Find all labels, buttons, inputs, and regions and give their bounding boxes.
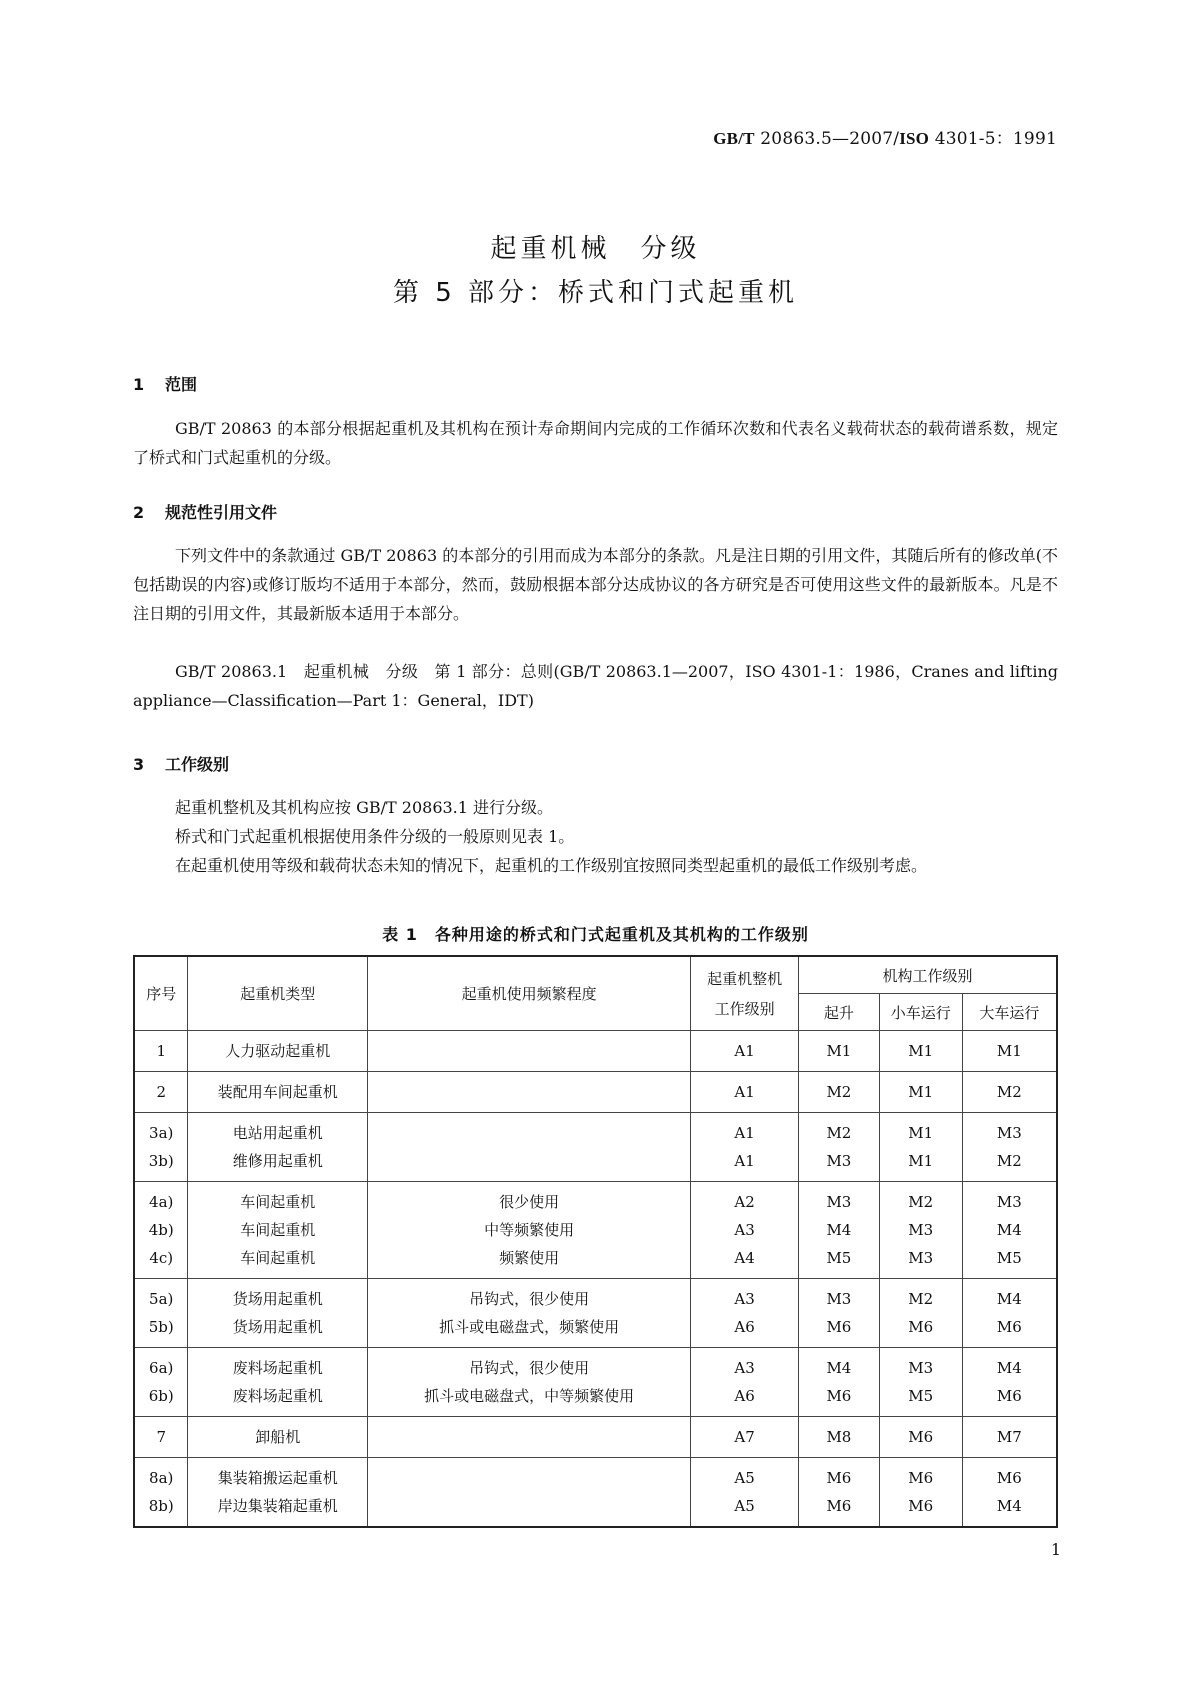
cell-line: M6 <box>908 1469 934 1487</box>
cell-line: M8 <box>826 1428 852 1446</box>
classification-paragraph-3: 在起重机使用等级和载荷状态未知的情况下，起重机的工作级别宜按照同类型起重机的最低工作级别考虑。 <box>175 856 928 875</box>
header-type: 起重机类型 <box>188 956 368 1031</box>
cell-line: M4 <box>996 1290 1022 1308</box>
cell-line: 频繁使用 <box>499 1249 560 1267</box>
cell-line: M1 <box>908 1152 934 1170</box>
cell-line: 中等频繁使用 <box>484 1221 575 1239</box>
cell-freq <box>367 1417 690 1458</box>
header-crane-class <box>691 956 799 1031</box>
cell-line: 废料场起重机 <box>232 1387 323 1405</box>
cell-line: M6 <box>908 1428 934 1446</box>
cell-line: A1 <box>734 1124 755 1142</box>
header-bridge: 大车运行 <box>962 994 1057 1031</box>
cell-line: 5b) <box>148 1318 174 1336</box>
cell-line: M4 <box>826 1221 852 1239</box>
cell-line: 7 <box>156 1428 166 1446</box>
cell-line: A3 <box>734 1290 755 1308</box>
cell-bridge <box>962 1182 1057 1279</box>
cell-line: A5 <box>734 1469 755 1487</box>
document-subtitle: 第 5 部分：桥式和门式起重机 <box>392 278 799 308</box>
scope-paragraph: GB/T 20863 的本部分根据起重机及其机构在预计寿命期间内完成的工作循环次数和代表名义载荷状态的载荷谱系数，规定了桥式和门式起重机的分级。 <box>133 419 1058 467</box>
cell-line: M2 <box>996 1152 1022 1170</box>
cell-crane <box>691 1417 799 1458</box>
cell-line: 6b) <box>148 1387 174 1405</box>
cell-line: 4b) <box>148 1221 174 1239</box>
cell-seq <box>134 1182 188 1279</box>
cell-line: M2 <box>826 1083 852 1101</box>
cell-line <box>368 1424 690 1450</box>
cell-line <box>368 1079 690 1105</box>
cell-line <box>368 1466 690 1492</box>
cell-line: A5 <box>734 1497 755 1515</box>
cell-freq <box>367 1031 690 1072</box>
cell-type <box>188 1182 368 1279</box>
cell-line: M6 <box>908 1318 934 1336</box>
table-row <box>134 1113 1057 1182</box>
section-heading-2 <box>133 500 277 523</box>
classification-table <box>133 955 1058 1528</box>
cell-line: 2 <box>156 1083 166 1101</box>
cell-trolley <box>879 1458 962 1528</box>
cell-hoist <box>798 1458 879 1528</box>
cell-crane <box>691 1113 799 1182</box>
cell-bridge <box>962 1458 1057 1528</box>
cell-line: M4 <box>996 1359 1022 1377</box>
cell-line: 很少使用 <box>499 1193 560 1211</box>
cell-line: 岸边集装箱起重机 <box>217 1497 338 1515</box>
table-row <box>134 1417 1057 1458</box>
cell-line: M6 <box>996 1387 1022 1405</box>
cell-seq <box>134 1279 188 1348</box>
cell-line: 4c) <box>149 1249 174 1267</box>
section-title: 工作级别 <box>165 755 230 774</box>
cell-type <box>188 1072 368 1113</box>
cell-bridge <box>962 1072 1057 1113</box>
classification-paragraph-2: 桥式和门式起重机根据使用条件分级的一般原则见表 1。 <box>175 827 575 846</box>
header-frequency: 起重机使用频繁程度 <box>367 956 690 1031</box>
cell-line: 电站用起重机 <box>232 1124 323 1142</box>
cell-type <box>188 1458 368 1528</box>
cell-crane <box>691 1182 799 1279</box>
cell-line: M3 <box>908 1221 934 1239</box>
cell-freq <box>367 1279 690 1348</box>
cell-bridge <box>962 1113 1057 1182</box>
std-number: 20863.5—2007/ <box>754 129 900 149</box>
cell-line: 货场用起重机 <box>232 1290 323 1308</box>
iso-number: 4301-5：1991 <box>929 129 1057 149</box>
cell-line: M1 <box>908 1124 934 1142</box>
cell-type <box>188 1113 368 1182</box>
header-crane-class-line1: 起重机整机 <box>707 969 783 988</box>
cell-line: 人力驱动起重机 <box>225 1042 331 1060</box>
cell-line: M6 <box>826 1387 852 1405</box>
cell-line: 维修用起重机 <box>232 1152 323 1170</box>
cell-line: M3 <box>996 1193 1022 1211</box>
cell-line: M5 <box>908 1387 934 1405</box>
cell-line: 卸船机 <box>255 1428 301 1446</box>
cell-line: M3 <box>908 1359 934 1377</box>
cell-line: 装配用车间起重机 <box>217 1083 338 1101</box>
cell-line: M6 <box>826 1469 852 1487</box>
cell-line: A6 <box>734 1318 755 1336</box>
cell-line: 1 <box>156 1042 166 1060</box>
table-row <box>134 1031 1057 1072</box>
section-heading-3 <box>133 752 229 775</box>
cell-seq <box>134 1113 188 1182</box>
cell-hoist <box>798 1072 879 1113</box>
cell-type <box>188 1417 368 1458</box>
cell-trolley <box>879 1417 962 1458</box>
cell-line: A1 <box>734 1083 755 1101</box>
cell-line: 吊钩式，很少使用 <box>469 1359 590 1377</box>
cell-type <box>188 1348 368 1417</box>
cell-crane <box>691 1279 799 1348</box>
cell-line: M6 <box>908 1497 934 1515</box>
cell-line: 集装箱搬运起重机 <box>217 1469 338 1487</box>
cell-line: M1 <box>908 1083 934 1101</box>
cell-seq <box>134 1417 188 1458</box>
cell-line <box>368 1121 690 1147</box>
document-title: 起重机械 分级 <box>490 234 701 264</box>
cell-crane <box>691 1458 799 1528</box>
cell-line: A6 <box>734 1387 755 1405</box>
cell-line: M1 <box>908 1042 934 1060</box>
cell-type <box>188 1279 368 1348</box>
cell-line: 4a) <box>149 1193 174 1211</box>
cell-seq <box>134 1458 188 1528</box>
cell-bridge <box>962 1417 1057 1458</box>
cell-line: M6 <box>996 1318 1022 1336</box>
cell-line: 5a) <box>149 1290 174 1308</box>
cell-bridge <box>962 1348 1057 1417</box>
cell-trolley <box>879 1279 962 1348</box>
cell-hoist <box>798 1417 879 1458</box>
cell-line: A2 <box>734 1193 755 1211</box>
std-prefix: GB/T <box>713 129 755 148</box>
cell-line: M2 <box>908 1290 934 1308</box>
references-paragraph: 下列文件中的条款通过 GB/T 20863 的本部分的引用而成为本部分的条款。凡是注日期的引用文件，其随后所有的修改单(不包括勘误的内容)或修订版均不适用于本部分，然而，鼓励根据本部分达成协议的各方研究是否可使用这些文件的最新版本。凡是不注日期的引用文件，其最新版本适用于本部分。 <box>133 546 1058 623</box>
table-row <box>134 1279 1057 1348</box>
cell-line: M5 <box>996 1249 1022 1267</box>
header-mechanism-group: 机构工作级别 <box>798 956 1057 994</box>
cell-line: A1 <box>734 1152 755 1170</box>
cell-type <box>188 1031 368 1072</box>
cell-line: M2 <box>996 1083 1022 1101</box>
cell-hoist <box>798 1279 879 1348</box>
section-title: 规范性引用文件 <box>165 503 278 522</box>
cell-freq <box>367 1182 690 1279</box>
classification-paragraph-1: 起重机整机及其机构应按 GB/T 20863.1 进行分级。 <box>175 798 554 817</box>
iso-prefix: ISO <box>899 129 930 148</box>
cell-line: 车间起重机 <box>240 1249 316 1267</box>
cell-line: M6 <box>826 1318 852 1336</box>
cell-freq <box>367 1348 690 1417</box>
cell-line: 车间起重机 <box>240 1193 316 1211</box>
header-crane-class-line2: 工作级别 <box>714 999 775 1018</box>
cell-line: M3 <box>826 1152 852 1170</box>
table-row <box>134 1348 1057 1417</box>
cell-line: 8b) <box>148 1497 174 1515</box>
table-row <box>134 1072 1057 1113</box>
cell-line: M5 <box>826 1249 852 1267</box>
section-title: 范围 <box>165 375 198 394</box>
cell-crane <box>691 1348 799 1417</box>
cell-line: A3 <box>734 1221 755 1239</box>
cell-line: M7 <box>996 1428 1022 1446</box>
section-number: 2 <box>133 503 145 522</box>
cell-freq <box>367 1113 690 1182</box>
section-number: 3 <box>133 755 145 774</box>
cell-line: M1 <box>826 1042 852 1060</box>
cell-line: M4 <box>996 1497 1022 1515</box>
cell-trolley <box>879 1182 962 1279</box>
cell-line: 6a) <box>149 1359 174 1377</box>
cell-line <box>368 1147 690 1173</box>
section-heading-1 <box>133 372 197 395</box>
cell-bridge <box>962 1279 1057 1348</box>
cell-hoist <box>798 1031 879 1072</box>
cell-line: M3 <box>826 1290 852 1308</box>
cell-seq <box>134 1348 188 1417</box>
cell-line: M3 <box>996 1124 1022 1142</box>
section-number: 1 <box>133 375 145 394</box>
cell-line: 3b) <box>148 1152 174 1170</box>
cell-line: 吊钩式，很少使用 <box>469 1290 590 1308</box>
cell-line: M3 <box>908 1249 934 1267</box>
cell-trolley <box>879 1113 962 1182</box>
cell-line <box>368 1038 690 1064</box>
cell-trolley <box>879 1072 962 1113</box>
cell-line: M1 <box>996 1042 1022 1060</box>
cell-line: M6 <box>996 1469 1022 1487</box>
table-row <box>134 1182 1057 1279</box>
cell-line: A4 <box>734 1249 755 1267</box>
cell-freq <box>367 1072 690 1113</box>
cell-hoist <box>798 1113 879 1182</box>
cell-line: M6 <box>826 1497 852 1515</box>
cell-line: 废料场起重机 <box>232 1359 323 1377</box>
cell-trolley <box>879 1348 962 1417</box>
cell-line: M4 <box>996 1221 1022 1239</box>
cell-freq <box>367 1458 690 1528</box>
page-number: 1 <box>1050 1540 1061 1559</box>
cell-bridge <box>962 1031 1057 1072</box>
cell-crane <box>691 1031 799 1072</box>
header-seq: 序号 <box>134 956 188 1031</box>
cell-line: A3 <box>734 1359 755 1377</box>
cell-hoist <box>798 1348 879 1417</box>
table-caption: 表 1 各种用途的桥式和门式起重机及其机构的工作级别 <box>382 925 809 944</box>
standard-code <box>713 124 1057 149</box>
cell-line: 抓斗或电磁盘式，中等频繁使用 <box>424 1387 635 1405</box>
header-trolley: 小车运行 <box>879 994 962 1031</box>
cell-line: 抓斗或电磁盘式，频繁使用 <box>439 1318 620 1336</box>
cell-line: A1 <box>734 1042 755 1060</box>
cell-line: A7 <box>734 1428 755 1446</box>
cell-trolley <box>879 1031 962 1072</box>
cell-line: 8a) <box>149 1469 174 1487</box>
cell-line: 货场用起重机 <box>232 1318 323 1336</box>
cell-hoist <box>798 1182 879 1279</box>
cell-line: M2 <box>826 1124 852 1142</box>
table-row <box>134 1458 1057 1528</box>
cell-line: 3a) <box>149 1124 174 1142</box>
cell-crane <box>691 1072 799 1113</box>
cell-line: 车间起重机 <box>240 1221 316 1239</box>
cell-line <box>368 1492 690 1518</box>
header-hoist: 起升 <box>798 994 879 1031</box>
cell-line: M2 <box>908 1193 934 1211</box>
reference-entry: GB/T 20863.1 起重机械 分级 第 1 部分：总则(GB/T 20863.1—2007，ISO 4301-1：1986，Cranes and lifting appliance—Classification—Part 1：General，IDT) <box>133 662 1058 710</box>
cell-seq <box>134 1072 188 1113</box>
cell-line: M3 <box>826 1193 852 1211</box>
cell-seq <box>134 1031 188 1072</box>
cell-line: M4 <box>826 1359 852 1377</box>
